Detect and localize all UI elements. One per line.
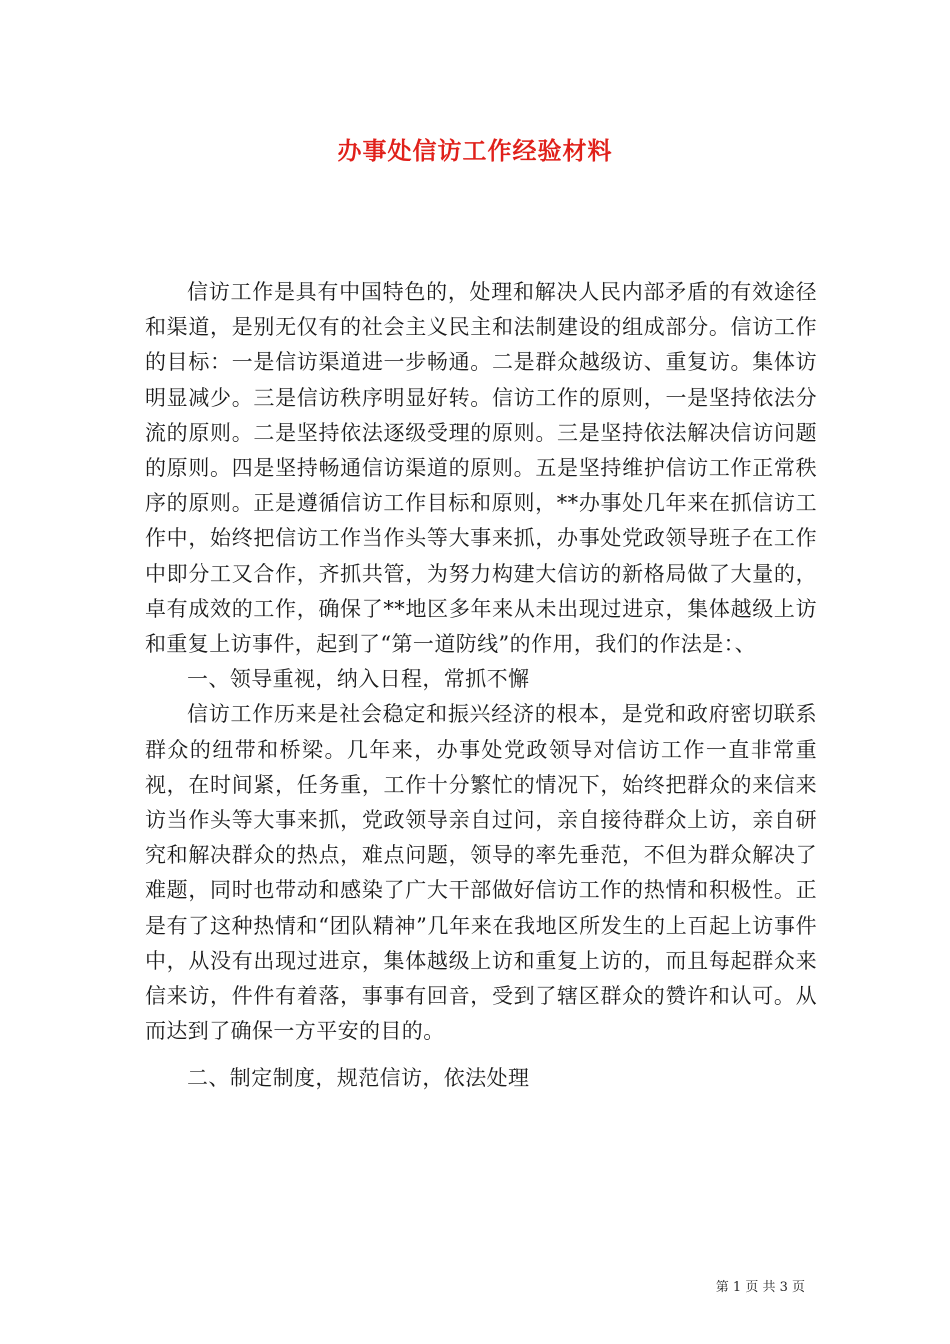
paragraph-intro: 信访工作是具有中国特色的，处理和解决人民内部矛盾的有效途径和渠道，是别无仅有的社会主义民主和法制建设的组成部分。信访工作的目标：一是信访渠道进一步畅通。二是群众越级访、重复访。集体访明显减少。三是信访秩序明显好转。信访工作的原则，一是坚持依法分流的原则。二是坚持依法逐级受理的原则。三是坚持依法解决信访问题的原则。四是坚持畅通信访渠道的原则。五是坚持维护信访工作正常秩序的原则。正是遵循信访工作目标和原则，**办事处几年来在抓信访工作中，始终把信访工作当作头等大事来抓，办事处党政领导班子在工作中即分工又合作，齐抓共管，为努力构建大信访的新格局做了大量的，卓有成效的工作，确保了**地区多年来从未出现过进京，集体越级上访和重复上访事件，起到了“第一道防线”的作用，我们的作法是：、 xyxy=(145,280,817,657)
section-heading-2: 二、制定制度，规范信访，依法处理 xyxy=(187,1066,530,1091)
section-heading-1: 一、领导重视，纳入日程，常抓不懈 xyxy=(187,667,530,692)
paragraph-section-1: 信访工作历来是社会稳定和振兴经济的根本，是党和政府密切联系群众的纽带和桥梁。几年来，办事处党政领导对信访工作一直非常重视，在时间紧，任务重，工作十分繁忙的情况下，始终把群众的来信来访当作头等大事来抓，党政领导亲自过问，亲自接待群众上访，亲自研究和解决群众的热点，难点问题，领导的率先垂范，不但为群众解决了难题，同时也带动和感染了广大干部做好信访工作的热情和积极性。正是有了这种热情和“团队精神”几年来在我地区所发生的上百起上访事件中，从没有出现过进京，集体越级上访和重复上访的，而且每起群众来信来访，件件有着落，事事有回音，受到了辖区群众的赞许和认可。从而达到了确保一方平安的目的。 xyxy=(145,702,817,1044)
document-title: 办事处信访工作经验材料 xyxy=(337,136,613,165)
page-number: 第 1 页 共 3 页 xyxy=(715,1280,805,1295)
document-body xyxy=(145,275,817,1097)
